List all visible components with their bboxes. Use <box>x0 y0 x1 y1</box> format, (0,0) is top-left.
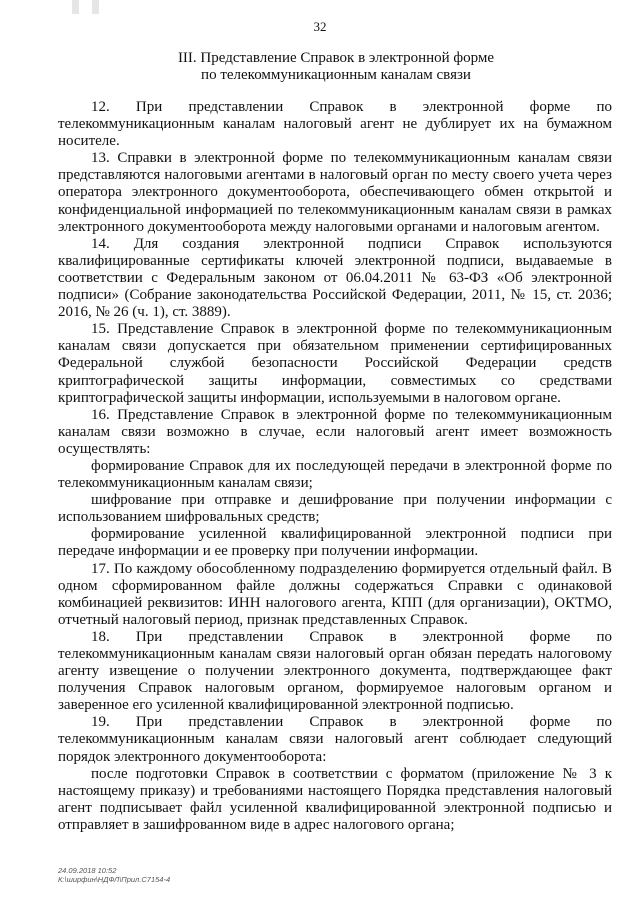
document-body <box>58 99 612 834</box>
paragraph-14: 14. Для создания электронной подписи Справок используются квалифицированные сертификаты ключей электронной подписи, выдаваемые в соответствии с Федеральным законом от 06.04.2011 № 63-ФЗ «Об электронной подписи» (Собрание законодательства Российской Федерации, 2011, № 15, ст. 2036; 2016, № 26 (ч. 1), ст. 3889). <box>58 235 612 321</box>
scan-edge-mark-left <box>72 0 79 14</box>
footer-file-path: К:\ширфин\НДФЛ\Прил.С7154-4 <box>58 875 171 884</box>
section-heading <box>60 50 612 84</box>
paragraph-16-item-3: формирование усиленной квалифицированной электронной подписи при передаче информации и ее проверку при получении информации. <box>58 526 612 560</box>
paragraph-12: 12. При представлении Справок в электронной форме по телекоммуникационным каналам налоговый агент не дублирует их на бумажном носителе. <box>58 99 612 150</box>
paragraph-18: 18. При представлении Справок в электронной форме по телекоммуникационным каналам связи налоговый орган обязан передать налоговому агенту извещение о получении электронного документа, подтверждающее факт получения Справок налоговым органом, формируемое налоговым органом и заверенное его усиленной квалифицированной электронной подписью. <box>58 628 612 714</box>
file-footer <box>58 866 170 884</box>
paragraph-17: 17. По каждому обособленному подразделению формируется отдельный файл. В одном сформированном файле должны содержаться Справки с одинаковой комбинацией реквизитов: ИНН налогового агента, КПП (для организации), ОКТМО, отчетный налоговый период, признак представленных Справок. <box>58 560 612 628</box>
paragraph-15: 15. Представление Справок в электронной форме по телекоммуникационным каналам связи допускается при обязательном применении сертифицированных Федеральной службой безопасности Российской Федерации средств криптографической защиты информации, совместимых со средствами криптографической защиты информации, используемыми в налоговом органе. <box>58 321 612 406</box>
footer-timestamp: 24.09.2018 10:52 <box>58 866 117 875</box>
paragraph-13: 13. Справки в электронной форме по телекоммуникационным каналам связи представляются налоговыми агентами в налоговый орган по месту своего учета через оператора электронного документооборота, обеспечивающего обмен открытой и конфиденциальной информацией по телекоммуникационным каналам связи в рамках электронного документооборота между налоговыми органами и налоговым агентом. <box>58 150 612 235</box>
paragraph-19-item-1: после подготовки Справок в соответствии с форматом (приложение № 3 к настоящему приказу) и требованиями настоящего Порядка представления налоговый агент подписывает файл усиленной квалифицированной электронной подписью и отправляет в зашифрованном виде в адрес налогового органа; <box>58 765 612 833</box>
paragraph-16-item-1: формирование Справок для их последующей передачи в электронной форме по телекоммуникационным каналам связи; <box>58 457 612 492</box>
scan-edge-mark-right <box>92 0 99 14</box>
heading-line-1: III. Представление Справок в электронной форме <box>177 50 495 66</box>
paragraph-16: 16. Представление Справок в электронной форме по телекоммуникационным каналам связи возможно в случае, если налоговый агент имеет возможность осуществлять: <box>58 406 612 457</box>
paragraph-16-item-2: шифрование при отправке и дешифрование при получении информации с использованием шифровальных средств; <box>58 492 612 526</box>
heading-line-2: по телекоммуникационным каналам связи <box>201 67 471 83</box>
page-number: 32 <box>313 19 327 34</box>
paragraph-19: 19. При представлении Справок в электронной форме по телекоммуникационным каналам связи налоговый агент соблюдает следующий порядок электронного документооборота: <box>58 714 612 765</box>
